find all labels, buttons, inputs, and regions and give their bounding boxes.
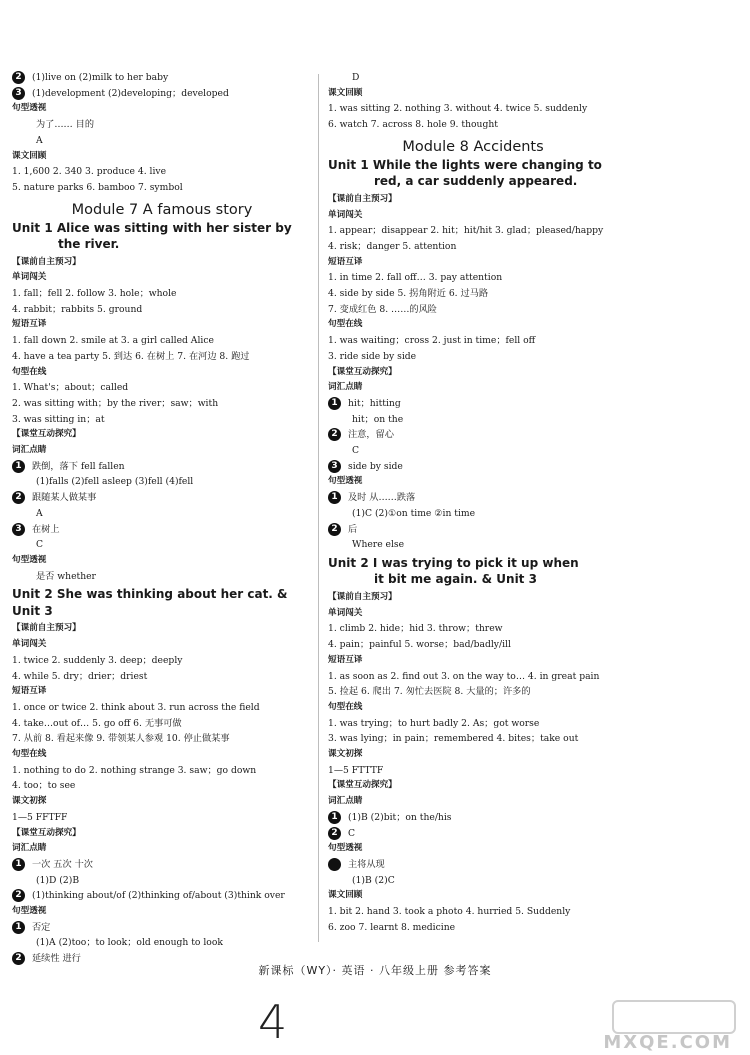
answer-line <box>328 396 618 412</box>
answer-line: 4. pain；painful 5. worse；bad/badly/ill <box>328 639 511 651</box>
section-label: 句型透视 <box>328 476 363 487</box>
item-number-badge: 1 <box>12 460 25 473</box>
answer-line: (1)C (2)①on time ②in time <box>352 507 476 519</box>
item-number-badge: 2 <box>12 952 25 965</box>
column-divider <box>318 74 319 942</box>
answer-line: 1. climb 2. hide；hid 3. throw；threw <box>328 623 503 635</box>
answer-text: 跟随某人做某事 <box>32 492 97 504</box>
answer-text: (1)development (2)developing；developed <box>32 87 229 99</box>
answer-line: 1. was sitting 2. nothing 3. without 4. twice 5. suddenly <box>328 103 588 115</box>
answer-line <box>12 522 312 538</box>
answer-line: 1—5 FTTTF <box>328 764 384 776</box>
left-column <box>12 70 312 967</box>
answer-line: 1. in time 2. fall off… 3. pay attention <box>328 272 503 284</box>
answer-text: 后 <box>348 523 358 535</box>
section-label: 单词闯关 <box>12 639 47 650</box>
unit-heading <box>328 157 618 190</box>
answer-line <box>12 857 312 873</box>
section-label: 句型在线 <box>328 701 363 712</box>
section-label: 句型在线 <box>328 319 363 330</box>
section-label: 句型透视 <box>12 554 47 565</box>
answer-line: 6. zoo 7. learnt 8. medicine <box>328 921 456 933</box>
answer-line <box>328 490 618 506</box>
watermark-box <box>612 1000 736 1034</box>
section-label: 单词闯关 <box>328 209 363 220</box>
answer-line <box>328 810 618 826</box>
answer-line: 4. have a tea party 5. 到达 6. 在树上 7. 在河边 8. 跑过 <box>12 350 250 362</box>
section-label: 单词闯关 <box>328 607 363 618</box>
section-label: 课文回顾 <box>328 87 363 98</box>
section-label: 【课堂互动探究】 <box>12 429 81 440</box>
item-number-badge <box>328 858 341 871</box>
unit-heading-line: Unit 1 Alice was sitting with her sister by <box>12 220 292 235</box>
right-column <box>328 70 618 935</box>
answer-line <box>328 857 618 873</box>
answer-line: 6. watch 7. across 8. hole 9. thought <box>328 119 498 131</box>
page-footer: 新课标（WY）· 英语 · 八年级上册 参考答案 <box>258 964 492 977</box>
section-label: 句型在线 <box>12 366 47 377</box>
answer-line: 5. nature parks 6. bamboo 7. symbol <box>12 181 183 193</box>
unit-heading-line: Unit 2 I was trying to pick it up when <box>328 555 579 570</box>
answer-line: 4. while 5. dry；drier；driest <box>12 670 148 682</box>
answer-line: 1. once or twice 2. think about 3. run across the field <box>12 701 260 713</box>
answer-line: (1)A (2)too；to look；old enough to look <box>36 937 223 949</box>
section-label: 短语互译 <box>12 686 47 697</box>
answer-line: A <box>36 507 43 519</box>
answer-line: (1)D (2)B <box>36 874 80 886</box>
answer-line: 4. rabbit；rabbits 5. ground <box>12 303 143 315</box>
answer-line: 是否 whether <box>36 570 96 582</box>
answer-line <box>12 490 312 506</box>
answer-line: 3. was lying；in pain；remembered 4. bites；take out <box>328 733 579 745</box>
item-number-badge: 1 <box>12 921 25 934</box>
section-label: 短语互译 <box>12 319 47 330</box>
answer-line: 4. take…out of… 5. go off 6. 无事可做 <box>12 717 182 729</box>
section-label: 【课堂互动探究】 <box>12 827 81 838</box>
watermark-logo <box>596 1000 736 1052</box>
answer-line: 1. fall down 2. smile at 3. a girl called Alice <box>12 335 214 347</box>
answer-text: 跌倒，落下 fell fallen <box>32 460 125 472</box>
answer-line: 3. was sitting in；at <box>12 413 105 425</box>
answer-line: 4. too；to see <box>12 780 76 792</box>
section-label: 句型透视 <box>12 103 47 114</box>
section-label: 句型透视 <box>12 906 47 917</box>
item-number-badge: 2 <box>12 71 25 84</box>
item-number-badge: 1 <box>328 491 341 504</box>
unit-heading-line: the river. <box>58 237 120 252</box>
section-label: 【课前自主预习】 <box>328 193 397 204</box>
item-number-badge: 3 <box>328 460 341 473</box>
section-label: 课文初探 <box>328 749 363 760</box>
section-label: 词汇点睛 <box>328 796 363 807</box>
answer-line: D <box>352 72 360 83</box>
answer-text: 注意，留心 <box>348 429 394 441</box>
answer-line: (1)B (2)C <box>352 874 395 886</box>
section-label: 短语互译 <box>328 256 363 267</box>
item-number-badge: 2 <box>12 491 25 504</box>
unit-heading <box>12 220 312 253</box>
answer-text: (1)B (2)bit；on the/his <box>348 811 452 823</box>
answer-line: hit；on the <box>352 413 404 425</box>
answer-text: hit；hitting <box>348 397 401 409</box>
section-label: 【课前自主预习】 <box>328 591 397 602</box>
unit-heading-line: it bit me again. & Unit 3 <box>374 572 537 587</box>
unit-heading-line: Unit 2 She was thinking about her cat. & Unit 3 <box>12 587 288 618</box>
unit-heading-line: Unit 1 While the lights were changing to <box>328 157 602 172</box>
answer-line: Where else <box>352 539 405 551</box>
answer-line: 1. was waiting；cross 2. just in time；fell off <box>328 335 536 347</box>
answer-text: 在树上 <box>32 523 60 535</box>
answer-line <box>12 86 312 102</box>
answer-line: C <box>352 445 360 457</box>
section-label: 课文初探 <box>12 796 47 807</box>
item-number-badge: 1 <box>328 397 341 410</box>
section-label: 【课前自主预习】 <box>12 256 81 267</box>
answer-text: 一次 五次 十次 <box>32 858 93 870</box>
answer-line <box>12 920 312 936</box>
answer-line: 1. was trying；to hurt badly 2. As；got worse <box>328 717 540 729</box>
answer-line: (1)falls (2)fell asleep (3)fell (4)fell <box>36 476 194 488</box>
unit-heading-line: red, a car suddenly appeared. <box>374 174 578 189</box>
module-heading: Module 7 A famous story <box>71 201 253 218</box>
item-number-badge: 2 <box>328 523 341 536</box>
module-heading: Module 8 Accidents <box>402 138 544 155</box>
section-label: 句型在线 <box>12 749 47 760</box>
section-label: 句型透视 <box>328 843 363 854</box>
section-label: 词汇点睛 <box>328 382 363 393</box>
answer-text: 延续性 进行 <box>32 953 81 965</box>
section-label: 课文回顾 <box>12 150 47 161</box>
answer-text: 否定 <box>32 921 51 933</box>
answer-line: 1. appear；disappear 2. hit；hit/hit 3. glad；pleased/happy <box>328 225 604 237</box>
item-number-badge: 1 <box>328 811 341 824</box>
answer-line: 1. bit 2. hand 3. took a photo 4. hurried 5. Suddenly <box>328 906 571 918</box>
section-label: 课文回顾 <box>328 890 363 901</box>
answer-line: 1. nothing to do 2. nothing strange 3. saw；go down <box>12 764 257 776</box>
item-number-badge: 2 <box>328 428 341 441</box>
answer-line: 1. twice 2. suddenly 3. deep；deeply <box>12 654 183 666</box>
answer-line: 3. ride side by side <box>328 350 417 362</box>
answer-line: 1—5 FFTFF <box>12 811 68 823</box>
section-label: 【课前自主预习】 <box>12 623 81 634</box>
answer-line <box>328 427 618 443</box>
item-number-badge: 3 <box>12 87 25 100</box>
section-label: 单词闯关 <box>12 272 47 283</box>
item-number-badge: 2 <box>12 889 25 902</box>
answer-text: side by side <box>348 460 403 472</box>
answer-line: 1. What's；about；called <box>12 382 129 394</box>
section-label: 【课堂互动探究】 <box>328 780 397 791</box>
answer-text: C <box>348 827 356 839</box>
answer-line <box>328 459 618 475</box>
answer-line: 1. 1,600 2. 340 3. produce 4. live <box>12 166 167 178</box>
answer-line: 4. risk；danger 5. attention <box>328 240 457 252</box>
answer-line <box>328 522 618 538</box>
answer-text: 及时 从……跌落 <box>348 492 416 504</box>
answer-line: 5. 捡起 6. 爬出 7. 匆忙去医院 8. 大量的；许多的 <box>328 686 531 698</box>
answer-line <box>12 70 312 86</box>
section-label: 短语互译 <box>328 654 363 665</box>
answer-line <box>328 826 618 842</box>
answer-text: (1)live on (2)milk to her baby <box>32 72 169 83</box>
item-number-badge: 1 <box>12 858 25 871</box>
answer-line: 为了…… 目的 <box>36 119 95 131</box>
answer-line: 7. 从前 8. 看起来像 9. 带领某人参观 10. 停止做某事 <box>12 733 230 745</box>
answer-line: 7. 变成红色 8. ……的风险 <box>328 303 437 315</box>
section-label: 词汇点睛 <box>12 843 47 854</box>
answer-text: 主将从现 <box>348 858 385 870</box>
watermark-text: MXQE.COM <box>603 1032 732 1053</box>
answer-line: A <box>36 134 43 146</box>
answer-line <box>12 888 312 904</box>
answer-line: 4. side by side 5. 拐角附近 6. 过马路 <box>328 288 489 300</box>
handwritten-page-number: 4 <box>258 995 288 1049</box>
answer-line: 1. as soon as 2. find out 3. on the way to… 4. in great pain <box>328 670 600 682</box>
answer-line: 1. fall；fell 2. follow 3. hole；whole <box>12 288 177 300</box>
unit-heading <box>328 555 618 588</box>
answer-line <box>12 459 312 475</box>
item-number-badge: 2 <box>328 827 341 840</box>
answer-line: C <box>36 539 44 551</box>
section-label: 【课堂互动探究】 <box>328 366 397 377</box>
answer-text: (1)thinking about/of (2)thinking of/about (3)think over <box>32 890 285 902</box>
answer-line: 2. was sitting with；by the river；saw；with <box>12 397 219 409</box>
item-number-badge: 3 <box>12 523 25 536</box>
unit-heading <box>12 586 312 619</box>
section-label: 词汇点睛 <box>12 445 47 456</box>
